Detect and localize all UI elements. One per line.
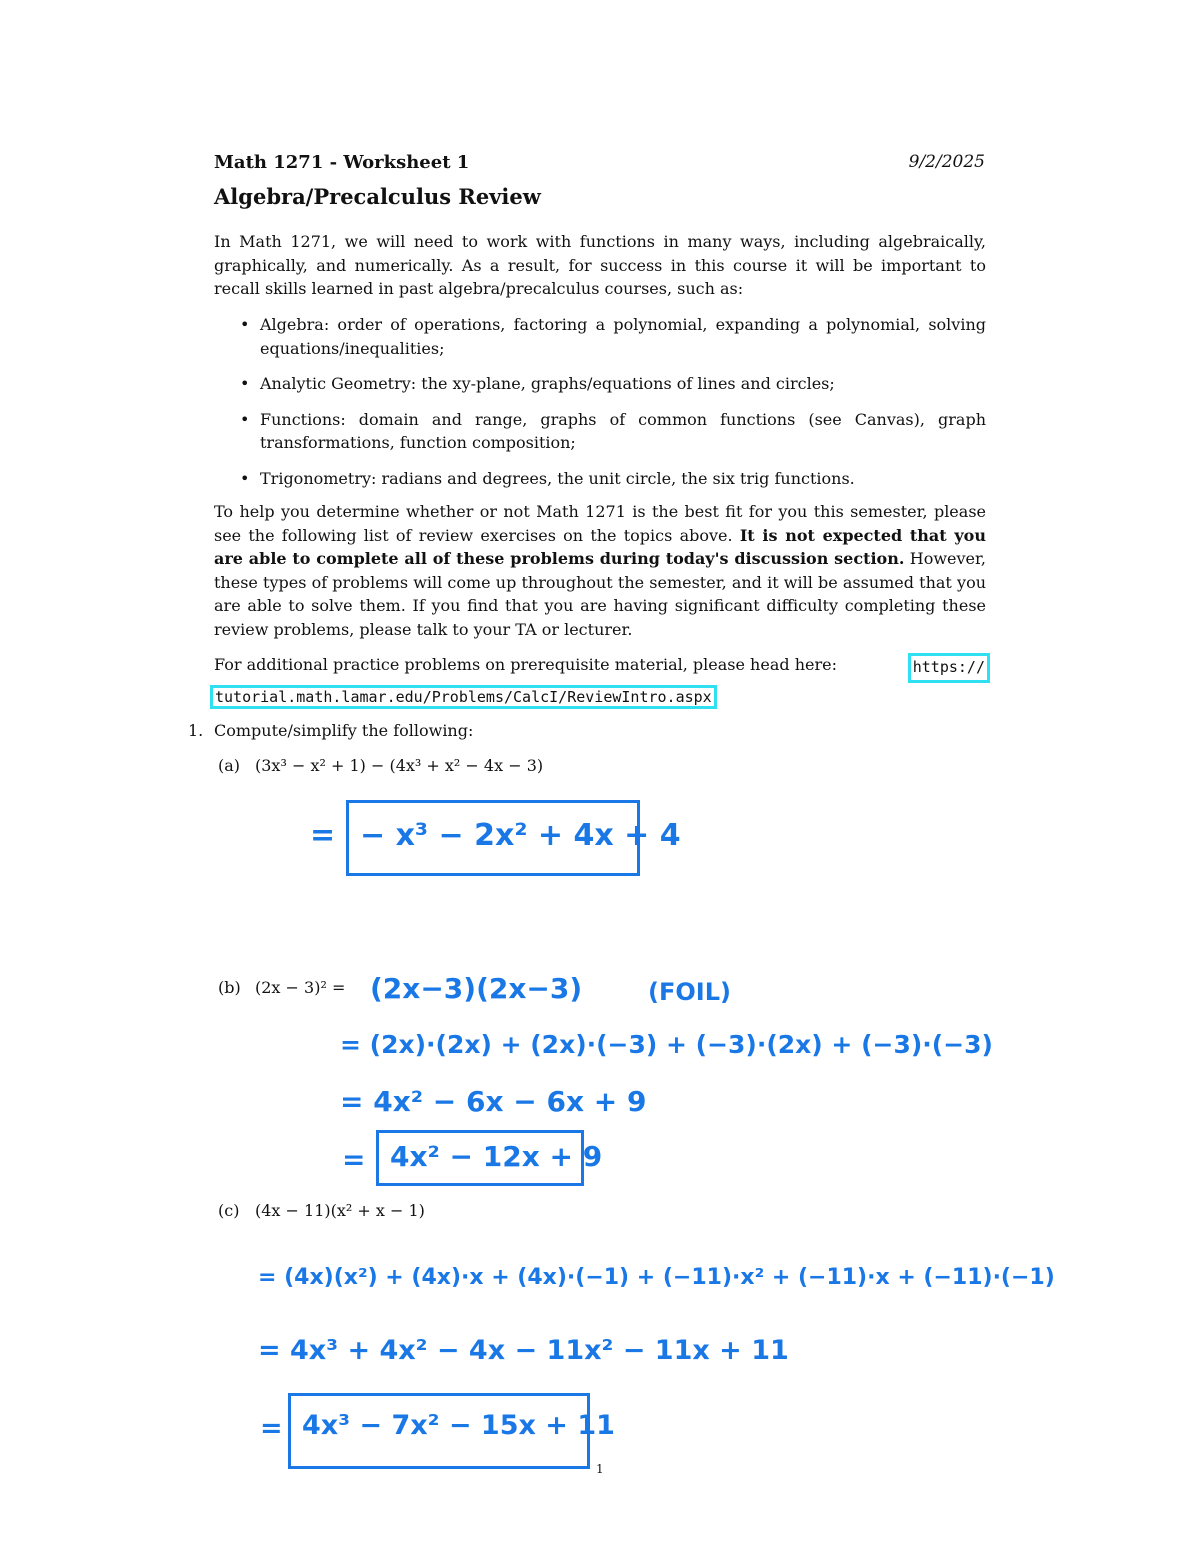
worksheet-title: Math 1271 - Worksheet 1 [214,152,470,173]
part-b-step2: = (2x)·(2x) + (2x)·(−3) + (−3)·(2x) + (−3)·(−3) [340,1030,993,1059]
page-number: 1 [596,1462,604,1476]
part-b-equals: = [342,1143,366,1176]
practice-link-part2[interactable]: tutorial.math.lamar.edu/Problems/CalcI/ReviewIntro.aspx [210,685,717,709]
topic-trigonometry: • Trigonometry: radians and degrees, the unit circle, the six trig functions. [260,467,986,491]
topic-functions: • Functions: domain and range, graphs of common functions (see Canvas), graph transformations, function composition; [260,408,986,455]
part-a-answer: − x³ − 2x² + 4x + 4 [360,818,681,853]
part-b-expression: (2x − 3)² = [255,978,346,997]
practice-paragraph [210,653,990,709]
problem-1-number: 1. [188,721,204,740]
part-c-label: (c) [218,1201,240,1220]
intro-paragraph: In Math 1271, we will need to work with functions in many ways, including algebraically, graphically, and numerically. As a result, for success in this course it will be important to recall skills learned in past algebra/precalculus courses, such as: [214,232,986,298]
part-c-step1: = (4x)(x²) + (4x)·x + (4x)·(−1) + (−11)·x² + (−11)·x + (−11)·(−1) [258,1265,1055,1290]
help-paragraph [214,500,986,641]
part-b-step1: (2x−3)(2x−3) [370,972,583,1005]
part-c-equals: = [260,1413,283,1444]
part-a-equals: = [310,818,336,853]
topic-list [260,313,986,502]
part-a-expression: (3x³ − x² + 1) − (4x³ + x² − 4x − 3) [255,756,544,775]
topic-algebra: • Algebra: order of operations, factoring a polynomial, expanding a polynomial, solving equations/inequalities; [260,313,986,360]
part-a-label: (a) [218,756,241,775]
part-c-step2: = 4x³ + 4x² − 4x − 11x² − 11x + 11 [258,1335,789,1366]
part-b-label: (b) [218,978,241,997]
part-c-expression: (4x − 11)(x² + x − 1) [255,1201,425,1220]
part-b-foil-note: (FOIL) [648,978,731,1006]
part-b-answer: 4x² − 12x + 9 [390,1140,603,1173]
problem-1-prompt: Compute/simplify the following: [214,721,474,740]
help-bold-text: It is not expected that you are able to complete all of these problems during today's discussion section. [214,525,986,568]
help-text-2: However, these types of problems will come up throughout the semester, and it will be assumed that you are able to solve them. If you find that you are having significant difficulty completing these review problems, please talk to your TA or lecturer. [214,549,986,639]
worksheet-date: 9/2/2025 [908,152,985,172]
practice-text: For additional practice problems on prerequisite material, please head here: [214,655,837,674]
page-subtitle: Algebra/Precalculus Review [214,184,541,209]
practice-link-part1[interactable]: https:// [908,653,990,683]
help-text-1: To help you determine whether or not Math 1271 is the best fit for you this semester, please see the following list of review exercises on the topics above. [214,502,986,545]
part-b-step3: = 4x² − 6x − 6x + 9 [340,1085,647,1118]
part-c-answer: 4x³ − 7x² − 15x + 11 [302,1410,615,1441]
topic-analytic-geometry: • Analytic Geometry: the xy-plane, graphs/equations of lines and circles; [260,372,986,396]
